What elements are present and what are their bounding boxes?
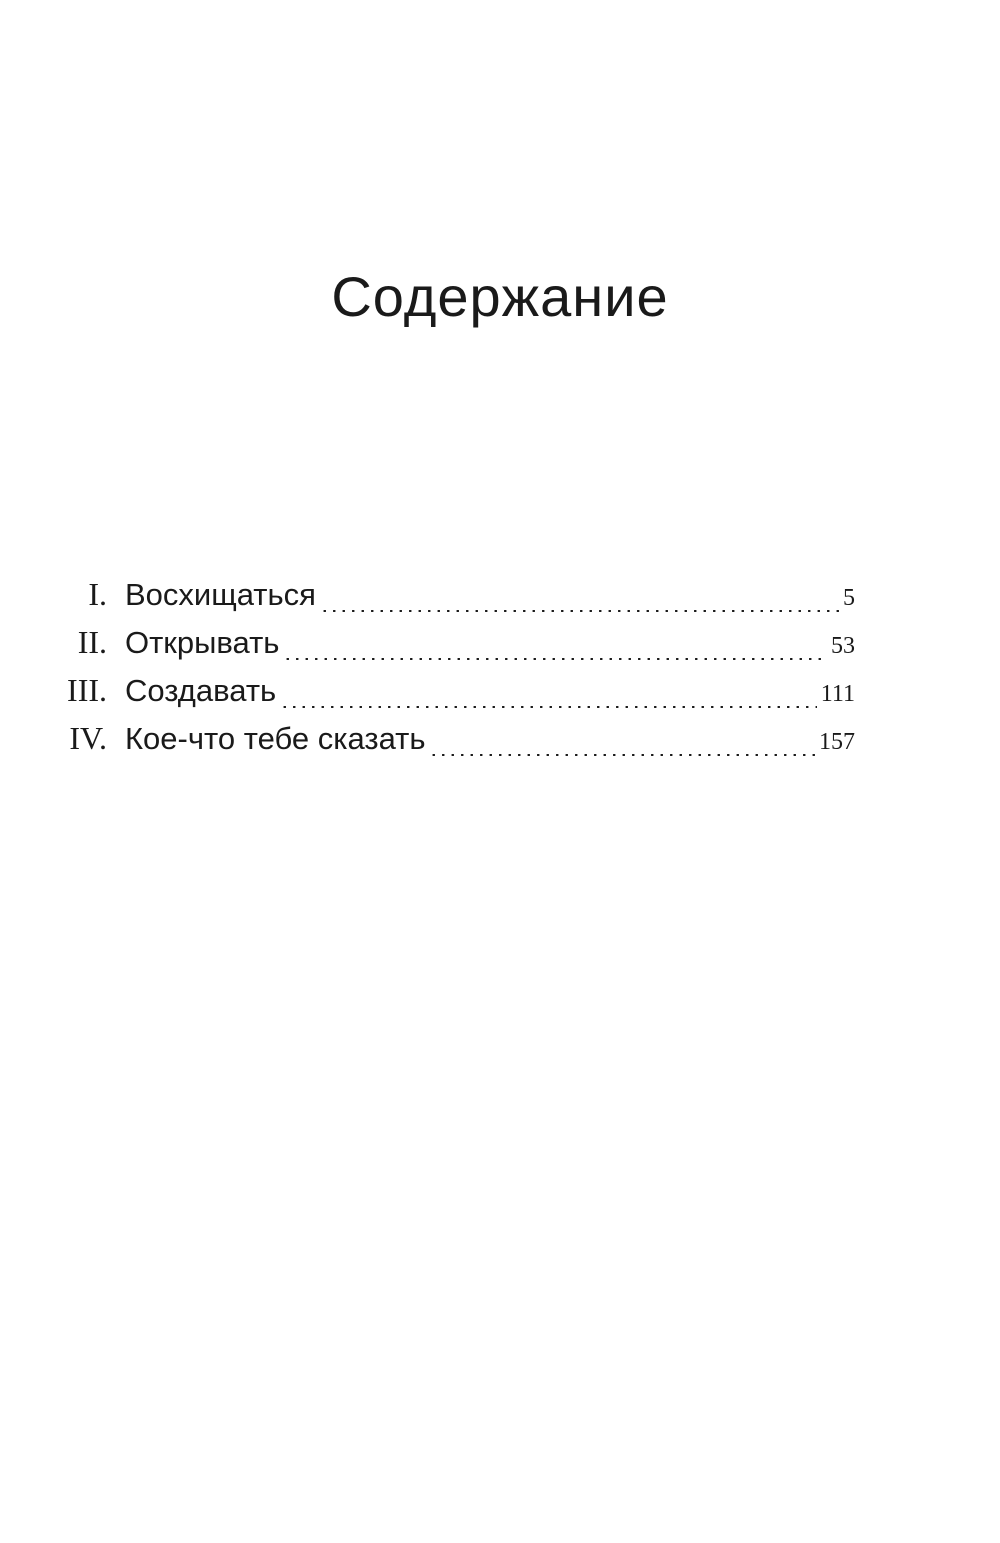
table-of-contents [40,576,855,768]
toc-entry-2 [40,624,855,672]
toc-entry-label: Создавать [125,673,277,708]
toc-entry-numeral: IV. [69,720,107,756]
dot-leader [280,706,817,708]
dot-leader [320,610,839,612]
toc-entry-3 [40,672,855,720]
toc-entry-label: Открывать [125,625,280,660]
toc-entry-numeral: II. [77,624,107,660]
toc-entry-4 [40,720,855,768]
toc-entry-page-number: 53 [831,633,855,659]
toc-entry-page-number: 5 [843,585,855,611]
toc-entry-page-number: 157 [819,729,855,755]
toc-entry-label: Кое-что тебе сказать [125,721,426,756]
page-title: Содержание [331,265,669,328]
toc-entry-1 [40,576,855,624]
dot-leader [283,658,827,660]
toc-entry-numeral: I. [88,576,107,612]
dot-leader [429,754,815,756]
toc-entry-page-number: 111 [820,681,855,707]
toc-entry-label: Восхищаться [125,577,316,612]
toc-entry-numeral: III. [67,672,107,708]
